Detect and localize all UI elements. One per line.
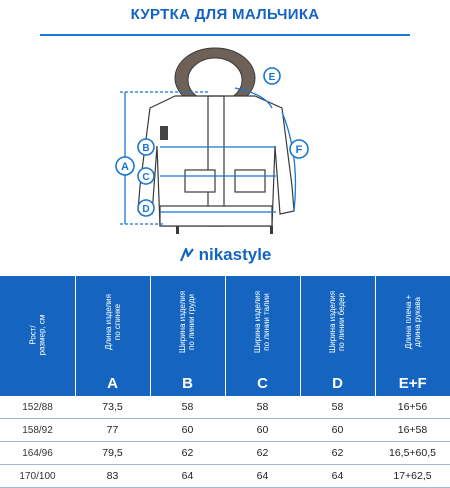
table-header-row <box>0 276 450 370</box>
jacket-outline <box>138 96 294 226</box>
header-hip-width: Ширина изделия по линии бедер <box>300 276 375 370</box>
table-row <box>0 419 450 442</box>
table-row <box>0 442 450 465</box>
label-e <box>264 68 280 84</box>
svg-text:B: B <box>142 143 150 154</box>
table-cell: 158/92 <box>0 419 75 442</box>
letter-a: A <box>75 370 150 396</box>
table-cell: 164/96 <box>0 442 75 465</box>
brand-name: nikastyle <box>198 245 272 264</box>
sleeve-patch <box>160 126 168 140</box>
letter-d: D <box>300 370 375 396</box>
brand-logo <box>0 245 450 265</box>
table-cell: 16,5+60,5 <box>375 442 450 465</box>
drawstring-toggles <box>176 226 273 234</box>
label-c <box>138 168 154 184</box>
jacket-diagram <box>0 36 450 246</box>
table-cell: 16+58 <box>375 419 450 442</box>
letter-b: B <box>150 370 225 396</box>
header-length-back: Длина изделия по спинке <box>75 276 150 370</box>
table-cell: 58 <box>225 396 300 419</box>
brand-mark-icon <box>179 247 195 263</box>
svg-text:D: D <box>142 204 150 215</box>
size-table <box>0 276 450 488</box>
table-row <box>0 465 450 488</box>
page-title: КУРТКА ДЛЯ МАЛЬЧИКА <box>130 6 320 23</box>
table-cell: 17+62,5 <box>375 465 450 488</box>
table-cell: 60 <box>225 419 300 442</box>
label-d <box>138 200 154 216</box>
table-cell: 64 <box>225 465 300 488</box>
table-cell: 79,5 <box>75 442 150 465</box>
table-cell: 170/100 <box>0 465 75 488</box>
table-cell: 73,5 <box>75 396 150 419</box>
table-cell: 62 <box>225 442 300 465</box>
table-row <box>0 396 450 419</box>
label-f <box>290 140 308 158</box>
table-cell: 60 <box>150 419 225 442</box>
table-cell: 83 <box>75 465 150 488</box>
table-cell: 62 <box>300 442 375 465</box>
table-cell: 152/88 <box>0 396 75 419</box>
table-cell: 60 <box>300 419 375 442</box>
table-cell: 62 <box>150 442 225 465</box>
table-cell: 16+56 <box>375 396 450 419</box>
svg-text:E: E <box>268 72 276 83</box>
label-a <box>116 157 134 175</box>
svg-text:F: F <box>295 144 303 156</box>
table-cell: 77 <box>75 419 150 442</box>
header-shoulder-sleeve: Длина плеча + длина рукава <box>375 276 450 370</box>
table-cell: 64 <box>300 465 375 488</box>
letter-ef: E+F <box>375 370 450 396</box>
svg-text:C: C <box>142 172 150 183</box>
header-chest-width: Ширина изделия по линии груди <box>150 276 225 370</box>
header-waist-width: Ширина изделия по линии талии <box>225 276 300 370</box>
letter-c: C <box>225 370 300 396</box>
svg-text:A: A <box>121 161 129 173</box>
label-b <box>138 139 154 155</box>
table-cell: 58 <box>150 396 225 419</box>
header-size: Рост/ размер, см <box>0 276 75 396</box>
table-cell: 64 <box>150 465 225 488</box>
table-cell: 58 <box>300 396 375 419</box>
